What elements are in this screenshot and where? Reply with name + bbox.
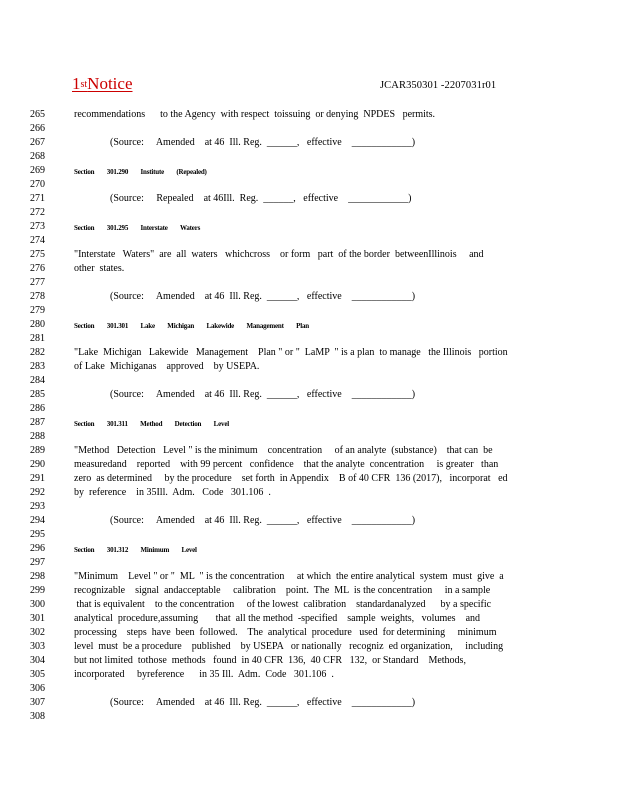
line-number: 277	[30, 277, 45, 288]
source-note: (Source: Amended at 46 Ill. Reg. ______, effective ____________)	[110, 291, 416, 302]
document-line	[0, 640, 618, 654]
line-number: 275	[30, 249, 45, 260]
line-number: 301	[30, 613, 45, 624]
document-line	[0, 458, 618, 472]
line-text: zero as determined by the procedure set forth in Appendix B of 40 CFR 136 (2017), incorporat ed	[74, 473, 508, 484]
line-number: 273	[30, 221, 45, 232]
line-number: 288	[30, 431, 45, 442]
line-number: 278	[30, 291, 45, 302]
line-text: that is equivalent to the concentration of the lowest calibration standardanalyzed by a specific	[74, 599, 492, 610]
line-number: 300	[30, 599, 45, 610]
line-text: analytical procedure,assuming that all the method -specified sample weights, volumes and	[74, 613, 481, 624]
line-number: 272	[30, 207, 45, 218]
document-line	[0, 234, 618, 248]
document-line	[0, 514, 618, 528]
document-line	[0, 388, 618, 402]
line-number: 291	[30, 473, 45, 484]
line-number: 305	[30, 669, 45, 680]
line-number: 269	[30, 165, 45, 176]
document-line	[0, 248, 618, 262]
document-line	[0, 150, 618, 164]
document-line	[0, 402, 618, 416]
line-number: 282	[30, 347, 45, 358]
section-heading: Section 301.301 Lake Michigan Lakewide Management Plan	[74, 322, 309, 330]
line-number: 297	[30, 557, 45, 568]
line-text: other states.	[74, 263, 125, 274]
document-line	[0, 612, 618, 626]
document-line	[0, 192, 618, 206]
document-line	[0, 262, 618, 276]
line-number: 289	[30, 445, 45, 456]
document-line	[0, 584, 618, 598]
line-text: recognizable signal andacceptable calibration point. The ML is the concentration in a sample	[74, 585, 491, 596]
line-text: "Method Detection Level " is the minimum concentration of an analyte (substance) that can be	[74, 445, 493, 456]
document-line	[0, 528, 618, 542]
document-line	[0, 710, 618, 724]
document-line	[0, 206, 618, 220]
line-number: 298	[30, 571, 45, 582]
document-line	[0, 346, 618, 360]
line-number: 284	[30, 375, 45, 386]
line-text: of Lake Michiganas approved by USEPA.	[74, 361, 260, 372]
line-number: 294	[30, 515, 45, 526]
line-text: level must be a procedure published by USEPA or nationally recogniz ed organization, including	[74, 641, 504, 652]
line-number: 265	[30, 109, 45, 120]
document-line	[0, 444, 618, 458]
line-number: 306	[30, 683, 45, 694]
line-number: 268	[30, 151, 45, 162]
document-line	[0, 136, 618, 150]
line-number: 267	[30, 137, 45, 148]
source-note: (Source: Amended at 46 Ill. Reg. ______, effective ____________)	[110, 697, 416, 708]
document-line	[0, 416, 618, 430]
line-number: 266	[30, 123, 45, 134]
line-number: 290	[30, 459, 45, 470]
line-number: 285	[30, 389, 45, 400]
source-note: (Source: Amended at 46 Ill. Reg. ______, effective ____________)	[110, 515, 416, 526]
document-line	[0, 122, 618, 136]
document-line	[0, 654, 618, 668]
line-text: by reference in 35Ill. Adm. Code 301.106 .	[74, 487, 271, 498]
line-number: 304	[30, 655, 45, 666]
section-heading: Section 301.295 Interstate Waters	[74, 224, 201, 232]
line-text: but not limited tothose methods found in 40 CFR 136, 40 CFR 132, or Standard Methods,	[74, 655, 466, 666]
line-number: 303	[30, 641, 45, 652]
source-note: (Source: Amended at 46 Ill. Reg. ______, effective ____________)	[110, 389, 416, 400]
document-line	[0, 668, 618, 682]
document-line	[0, 318, 618, 332]
line-number: 296	[30, 543, 45, 554]
line-number: 270	[30, 179, 45, 190]
document-line	[0, 472, 618, 486]
line-text: measuredand reported with 99 percent confidence that the analyte concentration is greater than	[74, 459, 499, 470]
document-line	[0, 374, 618, 388]
line-text: recommendations to the Agency with respect toissuing or denying NPDES permits.	[74, 109, 436, 120]
notice-prefix: 1	[72, 74, 81, 93]
line-number: 276	[30, 263, 45, 274]
document-line	[0, 108, 618, 122]
line-number: 292	[30, 487, 45, 498]
line-number: 295	[30, 529, 45, 540]
line-number: 302	[30, 627, 45, 638]
line-number: 308	[30, 711, 45, 722]
document-line	[0, 360, 618, 374]
line-text: "Interstate Waters" are all waters whichcross or form part of the border betweenIllinois and	[74, 249, 484, 260]
section-heading: Section 301.311 Method Detection Level	[74, 420, 229, 428]
document-line	[0, 598, 618, 612]
notice-superscript: st	[80, 79, 88, 90]
document-line	[0, 556, 618, 570]
line-number: 274	[30, 235, 45, 246]
document-line	[0, 178, 618, 192]
document-line	[0, 290, 618, 304]
line-text: "Minimum Level " or " ML " is the concentration at which the entire analytical system must give a	[74, 571, 504, 582]
line-number: 286	[30, 403, 45, 414]
document-line	[0, 682, 618, 696]
document-line	[0, 486, 618, 500]
line-number: 280	[30, 319, 45, 330]
document-line	[0, 220, 618, 234]
notice-label: Notice	[87, 74, 133, 93]
document-line	[0, 164, 618, 178]
line-number: 299	[30, 585, 45, 596]
line-number: 271	[30, 193, 45, 204]
document-line	[0, 304, 618, 318]
source-note: (Source: Repealed at 46Ill. Reg. ______, effective ____________)	[110, 193, 412, 204]
line-text: "Lake Michigan Lakewide Management Plan " or " LaMP " is a plan to manage the Illinois portion	[74, 347, 508, 358]
source-note: (Source: Amended at 46 Ill. Reg. ______, effective ____________)	[110, 137, 416, 148]
notice-header	[72, 74, 147, 94]
line-number: 287	[30, 417, 45, 428]
document-line	[0, 696, 618, 710]
line-number: 281	[30, 333, 45, 344]
document-line	[0, 570, 618, 584]
line-number: 293	[30, 501, 45, 512]
document-line	[0, 626, 618, 640]
line-number: 283	[30, 361, 45, 372]
line-number: 307	[30, 697, 45, 708]
section-heading: Section 301.312 Minimum Level	[74, 546, 197, 554]
document-line	[0, 276, 618, 290]
section-heading: Section 301.290 Institute (Repealed)	[74, 168, 207, 176]
document-line	[0, 332, 618, 346]
document-line	[0, 430, 618, 444]
line-number: 279	[30, 305, 45, 316]
document-line	[0, 542, 618, 556]
document-line	[0, 500, 618, 514]
line-text: processing steps have been followed. The analytical procedure used for determining minimum	[74, 627, 497, 638]
document-id: JCAR350301 -2207031r01	[380, 80, 497, 91]
line-text: incorporated byreference in 35 Ill. Adm. Code 301.106 .	[74, 669, 334, 680]
